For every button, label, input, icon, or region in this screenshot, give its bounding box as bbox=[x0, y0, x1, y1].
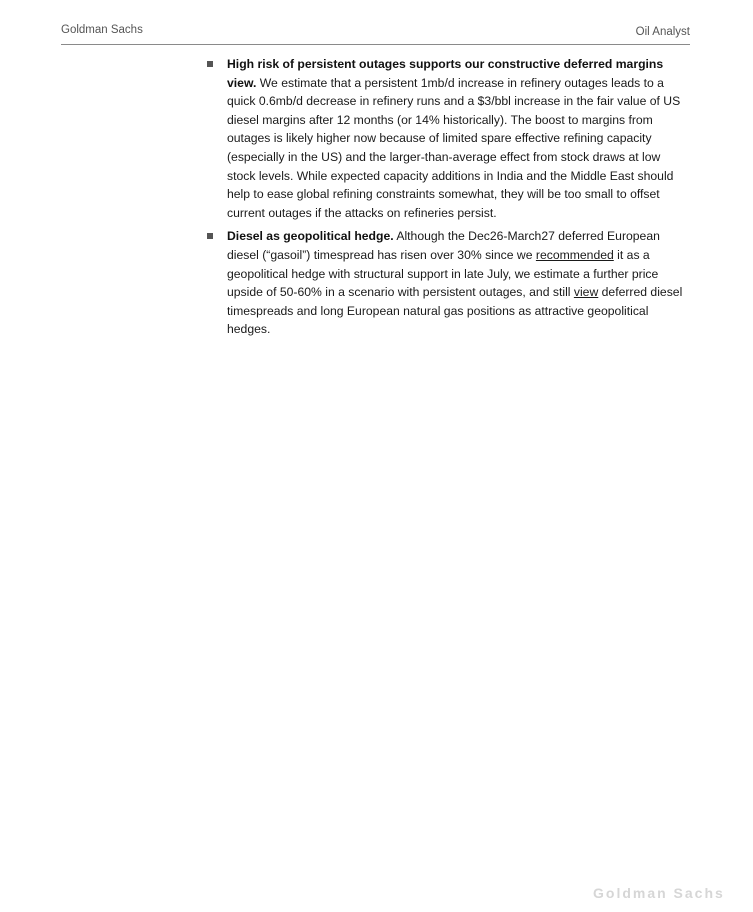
footer-logo-text: Goldman Sachs bbox=[593, 885, 725, 901]
bullet-text bbox=[227, 229, 682, 336]
bullet-lead: Diesel as geopolitical hedge. bbox=[227, 229, 394, 244]
bullet-body: Although the Dec26-March27 deferred European diesel (“gasoil”) timespread has risen over 30% since we bbox=[227, 229, 660, 262]
bullet-item-diesel-hedge bbox=[207, 227, 691, 339]
publication-title: Oil Analyst bbox=[635, 26, 690, 38]
page-header bbox=[61, 22, 690, 45]
bullet-body: deferred diesel timespreads and long European natural gas positions as attractive geopolitical hedges. bbox=[227, 285, 683, 337]
square-bullet-icon bbox=[207, 61, 213, 67]
bullet-item-outages bbox=[207, 55, 691, 222]
bullet-body: it as a geopolitical hedge with structural support in late July, we estimate a further price upside of 50-60% in a scenario with persistent outages, and still bbox=[227, 247, 659, 300]
main-content bbox=[207, 55, 691, 344]
view-link[interactable]: view bbox=[573, 285, 599, 300]
bullet-text bbox=[227, 57, 680, 220]
company-name: Goldman Sachs bbox=[61, 24, 143, 36]
bullet-lead: High risk of persistent outages supports our constructive deferred margins view. bbox=[227, 57, 664, 90]
bullet-body: We estimate that a persistent 1mb/d increase in refinery outages leads to a quick 0.6mb/d decrease in refinery runs and a $3/bbl increase in the fair value of US diesel margins after 12 months (or 14% historically). The boost to margins from outages is likely higher now because of limited spare effective refining capacity (especially in the US) and the larger-than-average effect from stock draws at low stock levels. While expected capacity additions in India and the Middle East should help to ease global refining constraints somewhat, they will be too small to offset current outages if the attacks on refineries persist. bbox=[227, 75, 681, 220]
footer-logo bbox=[593, 884, 747, 902]
recommended-link[interactable]: recommended bbox=[535, 247, 614, 262]
square-bullet-icon bbox=[207, 233, 213, 239]
